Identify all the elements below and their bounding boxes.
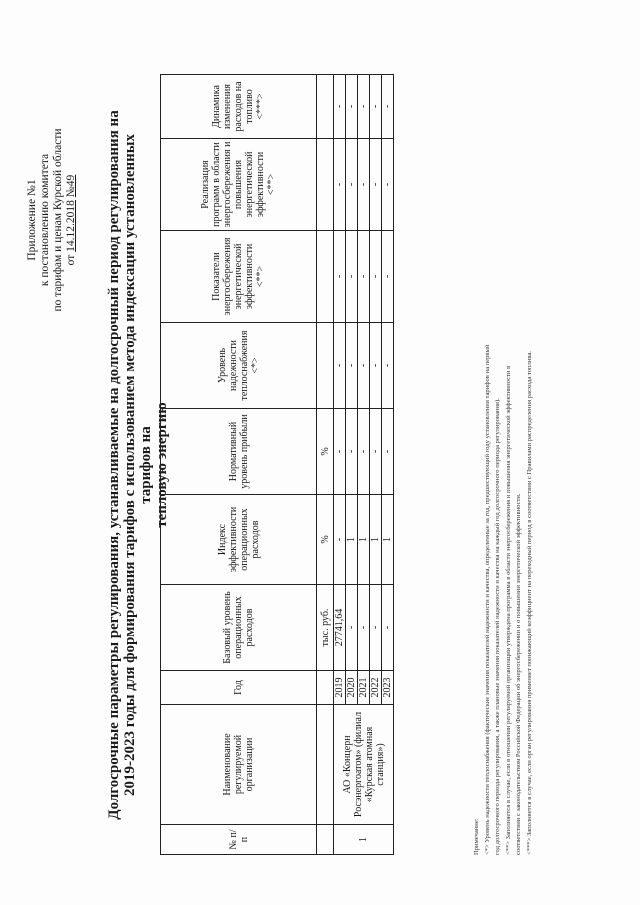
index-cell: 1: [358, 495, 370, 585]
year-cell: 2022: [370, 671, 382, 705]
base-cell: -: [358, 585, 370, 671]
profit-cell: -: [346, 409, 358, 495]
saving-cell: -: [370, 231, 382, 323]
profit-cell: -: [370, 409, 382, 495]
program-cell: -: [370, 139, 382, 231]
unit-cell: %: [317, 409, 334, 495]
year-cell: 2020: [346, 671, 358, 705]
units-row: [317, 75, 334, 855]
footnote-line: <***> Заполняется в случае, если орган регулирования применяет понижающий коэффициент на переходный период в соответствии с Правилами распределения расхода топлива.: [525, 351, 533, 855]
header-number: № п/п: [161, 825, 317, 855]
base-cell: -: [370, 585, 382, 671]
program-cell: -: [358, 139, 370, 231]
header-base-opex: Базовый уровень операционных расходов: [161, 585, 317, 671]
header-program: Реализация программ в области энергосбережения и повышения энергетической эффективности <**>: [161, 139, 317, 231]
reliability-cell: -: [382, 323, 394, 409]
program-cell: -: [334, 139, 346, 231]
program-cell: -: [382, 139, 394, 231]
profit-cell: -: [334, 409, 346, 495]
year-cell: 2021: [358, 671, 370, 705]
unit-cell: [317, 231, 334, 323]
date-prefix: от: [65, 254, 77, 266]
reliability-cell: -: [334, 323, 346, 409]
saving-cell: -: [346, 231, 358, 323]
base-cell: -: [382, 585, 394, 671]
title-line-2: 2019-2023 годы для формирования тарифов с использованием метода индексации установленных тарифов на: [122, 134, 154, 796]
footnote-line: год долгосрочного периода регулирования, а также плановые значения показателей надежности и качества на каждый год долгосрочного периода регулирования).: [494, 398, 501, 855]
header-fuel-dynamics: Динамика изменения расходов на топливо <***>: [161, 75, 317, 139]
year-cell: 2019: [334, 671, 346, 705]
index-cell: 1: [382, 495, 394, 585]
header-efficiency-index: Индекс эффективности операционных расходов: [161, 495, 317, 585]
title-line-3: тепловую энергию: [154, 402, 170, 528]
base-cell: 27741,64: [334, 585, 346, 671]
table-row: [334, 75, 346, 855]
fuel-cell: -: [334, 75, 346, 139]
unit-cell: [317, 323, 334, 409]
reliability-cell: -: [346, 323, 358, 409]
org-name: АО «Концерн Росэнергоатом» (филиал «Курская атомная станция»): [334, 705, 394, 825]
appendix-line-2: по тарифам и ценам Курской области: [52, 128, 64, 312]
footnote-line: <*> Уровень надежности теплоснабжения (фактические значения показателей надежности и качества, определенные за год, предшествующий году установления тарифов на первый: [483, 344, 491, 855]
footnotes: [472, 35, 535, 855]
unit-cell: [317, 825, 334, 855]
unit-cell: [317, 139, 334, 231]
decree-number: №49: [65, 174, 77, 198]
year-cell: 2023: [382, 671, 394, 705]
header-profit-level: Нормативный уровень прибыли: [161, 409, 317, 495]
unit-cell: [317, 75, 334, 139]
decree-date: 14.12.2018: [65, 200, 77, 252]
program-cell: -: [346, 139, 358, 231]
header-organization: Наименование регулируемой организации: [161, 705, 317, 825]
unit-cell: [317, 671, 334, 705]
notes-heading: Примечание:: [473, 818, 480, 855]
fuel-cell: -: [358, 75, 370, 139]
index-cell: 1: [346, 495, 358, 585]
fuel-cell: -: [346, 75, 358, 139]
fuel-cell: -: [382, 75, 394, 139]
index-cell: 1: [370, 495, 382, 585]
appendix-header: [26, 60, 78, 380]
header-reliability: Уровень надежности теплоснабжения <*>: [161, 323, 317, 409]
profit-cell: -: [358, 409, 370, 495]
saving-cell: -: [358, 231, 370, 323]
appendix-line-1: к постановлению комитета: [39, 153, 51, 287]
org-number: 1: [334, 825, 394, 855]
appendix-date-line: [65, 60, 78, 380]
saving-cell: -: [334, 231, 346, 323]
parameters-table: [160, 74, 394, 855]
reliability-cell: -: [358, 323, 370, 409]
footnote-line: соответствии с законодательством Российской Федерации об энергосбережении и о повышении энергетической эффективности.: [515, 493, 522, 855]
unit-cell: [317, 705, 334, 825]
footnote-line: <**> Заполняется в случае, если в отношении регулируемой организации утверждена программа в области энергосбережения и повышения энергетической эффективности в: [504, 365, 512, 855]
profit-cell: -: [382, 409, 394, 495]
fuel-cell: -: [370, 75, 382, 139]
header-row: [161, 75, 317, 855]
title-line-1: Долгосрочные параметры регулирования, устанавливаемые на долгосрочный период регулирования на: [106, 110, 122, 820]
unit-cell: %: [317, 495, 334, 585]
appendix-title: Приложение №1: [26, 179, 38, 261]
header-year: Год: [161, 671, 317, 705]
index-cell: -: [334, 495, 346, 585]
unit-cell: тыс. руб.: [317, 585, 334, 671]
header-energy-saving: Показатели энергосбережения энергетической эффективности <**>: [161, 231, 317, 323]
saving-cell: -: [382, 231, 394, 323]
reliability-cell: -: [370, 323, 382, 409]
base-cell: -: [346, 585, 358, 671]
